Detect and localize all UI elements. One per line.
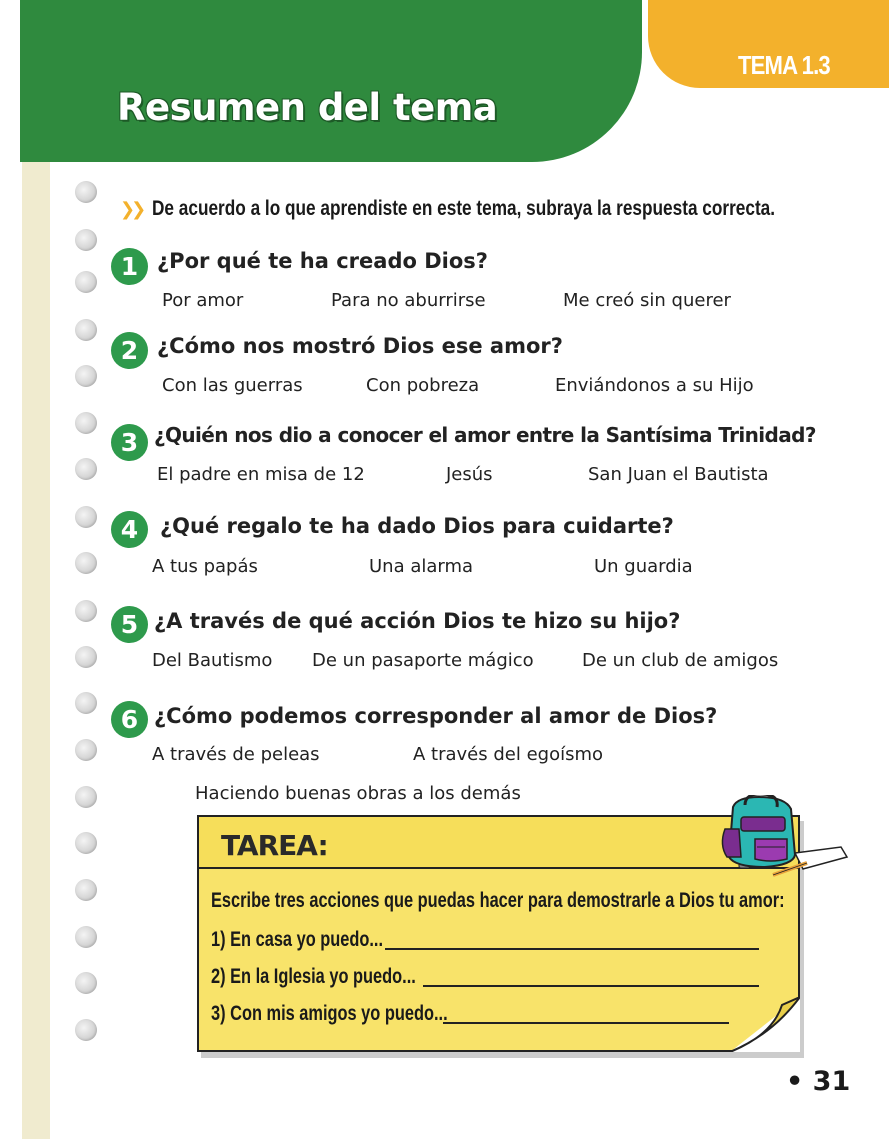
question-number-badge: 2	[111, 332, 148, 369]
answer-option[interactable]: De un club de amigos	[582, 650, 779, 671]
question-number-badge: 3	[111, 424, 148, 461]
notebook-ring	[75, 879, 97, 901]
question-number-badge: 5	[111, 606, 148, 643]
answer-option[interactable]: Con las guerras	[162, 375, 303, 396]
homework-title: TAREA:	[221, 829, 328, 862]
notebook-ring	[75, 412, 97, 434]
answer-option[interactable]: San Juan el Bautista	[588, 464, 769, 485]
instruction	[120, 197, 889, 221]
answer-option[interactable]: A tus papás	[152, 556, 258, 577]
answer-option[interactable]: Enviándonos a su Hijo	[555, 375, 754, 396]
answer-option[interactable]: Para no aburrirse	[331, 290, 486, 311]
notebook-ring	[75, 600, 97, 622]
notebook-ring	[75, 458, 97, 480]
notebook-ring	[75, 646, 97, 668]
notebook-ring	[75, 552, 97, 574]
notebook-ring	[75, 972, 97, 994]
question-number-badge: 4	[111, 511, 148, 548]
question-text: ¿Quién nos dio a conocer el amor entre la Santísima Trinidad?	[154, 423, 816, 447]
notebook-ring	[75, 181, 97, 203]
answer-option[interactable]: Un guardia	[594, 556, 693, 577]
question-text: ¿Por qué te ha creado Dios?	[157, 249, 488, 273]
notebook-ring	[75, 926, 97, 948]
answer-blank[interactable]	[443, 1022, 729, 1024]
page-margin-strip	[22, 150, 50, 1139]
instruction-text: De acuerdo a lo que aprendiste en este tema, subraya la respuesta correcta.	[152, 197, 776, 220]
page-number: • 31	[786, 1066, 851, 1097]
question-number-badge: 6	[111, 701, 148, 738]
double-chevron-icon: ❯❯	[120, 198, 143, 220]
answer-option[interactable]: A través de peleas	[152, 744, 320, 765]
question-text: ¿Cómo nos mostró Dios ese amor?	[157, 334, 563, 358]
homework-line-label: 3) Con mis amigos yo puedo...	[211, 1002, 448, 1025]
notebook-ring	[75, 692, 97, 714]
homework-header	[199, 817, 798, 869]
homework-line-label: 1) En casa yo puedo...	[211, 928, 384, 951]
answer-option[interactable]: Con pobreza	[366, 375, 480, 396]
answer-blank[interactable]	[423, 985, 759, 987]
page-title: Resumen del tema	[117, 86, 498, 129]
answer-blank[interactable]	[385, 948, 759, 950]
notebook-ring	[75, 506, 97, 528]
page-curl-icon	[730, 997, 800, 1052]
notebook-ring	[75, 739, 97, 761]
header-banner	[20, 0, 642, 162]
answer-option[interactable]: Me creó sin querer	[563, 290, 731, 311]
question-number-badge: 1	[111, 248, 148, 285]
notebook-ring	[75, 786, 97, 808]
question-text: ¿A través de qué acción Dios te hizo su hijo?	[154, 609, 681, 633]
answer-option[interactable]: Jesús	[446, 464, 493, 485]
homework-note	[197, 815, 800, 1052]
notebook-ring	[75, 229, 97, 251]
notebook-ring	[75, 1019, 97, 1041]
tema-label: TEMA 1.3	[738, 50, 830, 80]
question-text: ¿Cómo podemos corresponder al amor de Dios?	[154, 704, 718, 728]
notebook-ring	[75, 271, 97, 293]
answer-option[interactable]: Haciendo buenas obras a los demás	[195, 783, 521, 804]
answer-option[interactable]: De un pasaporte mágico	[312, 650, 534, 671]
answer-option[interactable]: Una alarma	[369, 556, 474, 577]
answer-option[interactable]: Del Bautismo	[152, 650, 273, 671]
notebook-ring	[75, 319, 97, 341]
answer-option[interactable]: Por amor	[162, 290, 244, 311]
backpack-icon	[715, 795, 850, 880]
answer-option[interactable]: A través del egoísmo	[413, 744, 604, 765]
notebook-ring	[75, 365, 97, 387]
answer-option[interactable]: El padre en misa de 12	[157, 464, 365, 485]
homework-line-label: 2) En la Iglesia yo puedo...	[211, 965, 416, 988]
question-text: ¿Qué regalo te ha dado Dios para cuidarte?	[160, 514, 674, 538]
homework-prompt: Escribe tres acciones que puedas hacer para demostrarle a Dios tu amor:	[211, 889, 785, 912]
notebook-ring	[75, 832, 97, 854]
